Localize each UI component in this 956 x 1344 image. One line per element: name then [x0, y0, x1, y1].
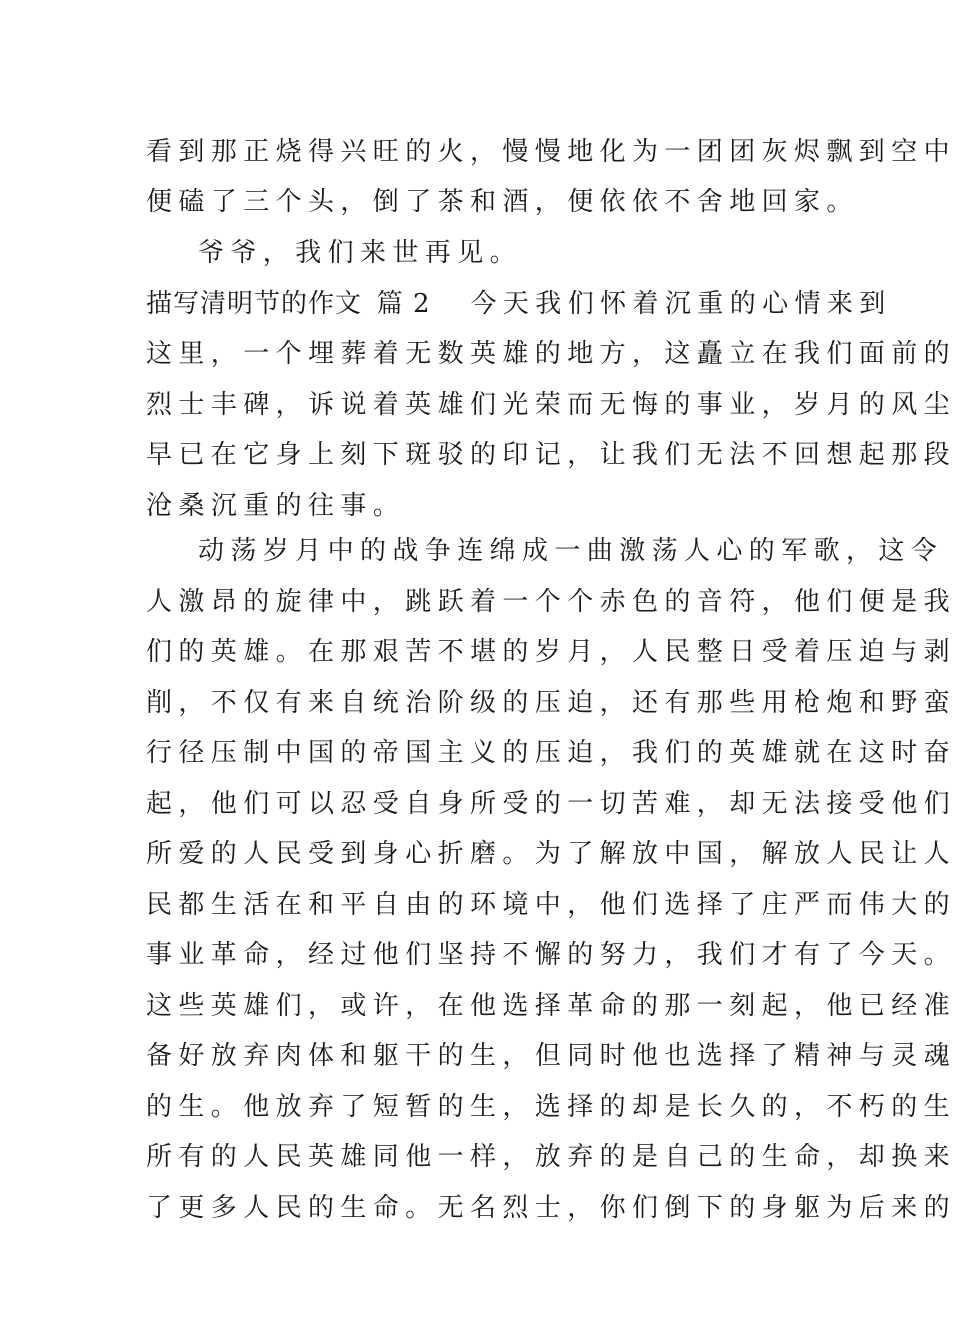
paragraph-line: 备好放弃肉体和躯干的生，但同时他也选择了精神与灵魂 [146, 1041, 956, 1071]
paragraph-line: 这里，一个埋葬着无数英雄的地方，这矗立在我们面前的 [146, 339, 956, 369]
paragraph-line: 便磕了三个头，倒了茶和酒，便依依不舍地回家。 [146, 187, 859, 217]
paragraph-line: 早已在它身上刻下斑驳的印记，让我们无法不回想起那段 [146, 440, 956, 470]
paragraph-line: 动荡岁月中的战争连绵成一曲激荡人心的军歌，这令 [198, 536, 944, 566]
paragraph-line: 看到那正烧得兴旺的火，慢慢地化为一团团灰烬飘到空中 [146, 137, 956, 167]
paragraph-line: 沧桑沉重的往事。 [146, 491, 406, 521]
paragraph-line: 民都生活在和平自由的环境中，他们选择了庄严而伟大的 [146, 890, 956, 920]
paragraph-line: 的生。他放弃了短暂的生，选择的却是长久的，不朽的生 [146, 1092, 956, 1122]
essay-heading-line [146, 284, 892, 324]
essay-title: 描写清明节的作文 [146, 289, 363, 319]
paragraph-line: 行径压制中国的帝国主义的压迫，我们的英雄就在这时奋 [146, 738, 956, 768]
paragraph-line: 们的英雄。在那艰苦不堪的岁月，人民整日受着压迫与剥 [146, 637, 956, 667]
section-label: 篇 2 [376, 289, 431, 319]
paragraph-line: 爷爷，我们来世再见。 [198, 238, 523, 268]
paragraph-line: 事业革命，经过他们坚持不懈的努力，我们才有了今天。 [146, 940, 956, 970]
paragraph-line: 起，他们可以忍受自身所受的一切苦难，却无法接受他们 [146, 789, 956, 819]
paragraph-line: 了更多人民的生命。无名烈士，你们倒下的身躯为后来的 [146, 1193, 956, 1223]
paragraph-line: 所有的人民英雄同他一样，放弃的是自己的生命，却换来 [146, 1142, 956, 1172]
paragraph-line: 削，不仅有来自统治阶级的压迫，还有那些用枪炮和野蛮 [146, 688, 956, 718]
paragraph-line: 所爱的人民受到身心折磨。为了解放中国，解放人民让人 [146, 839, 956, 869]
paragraph-line: 烈士丰碑，诉说着英雄们光荣而无悔的事业，岁月的风尘 [146, 390, 956, 420]
paragraph-line: 人激昂的旋律中，跳跃着一个个赤色的音符，他们便是我 [146, 587, 956, 617]
heading-text: 今天我们怀着沉重的心情来到 [470, 289, 892, 319]
paragraph-line: 这些英雄们，或许，在他选择革命的那一刻起，他已经准 [146, 991, 956, 1021]
